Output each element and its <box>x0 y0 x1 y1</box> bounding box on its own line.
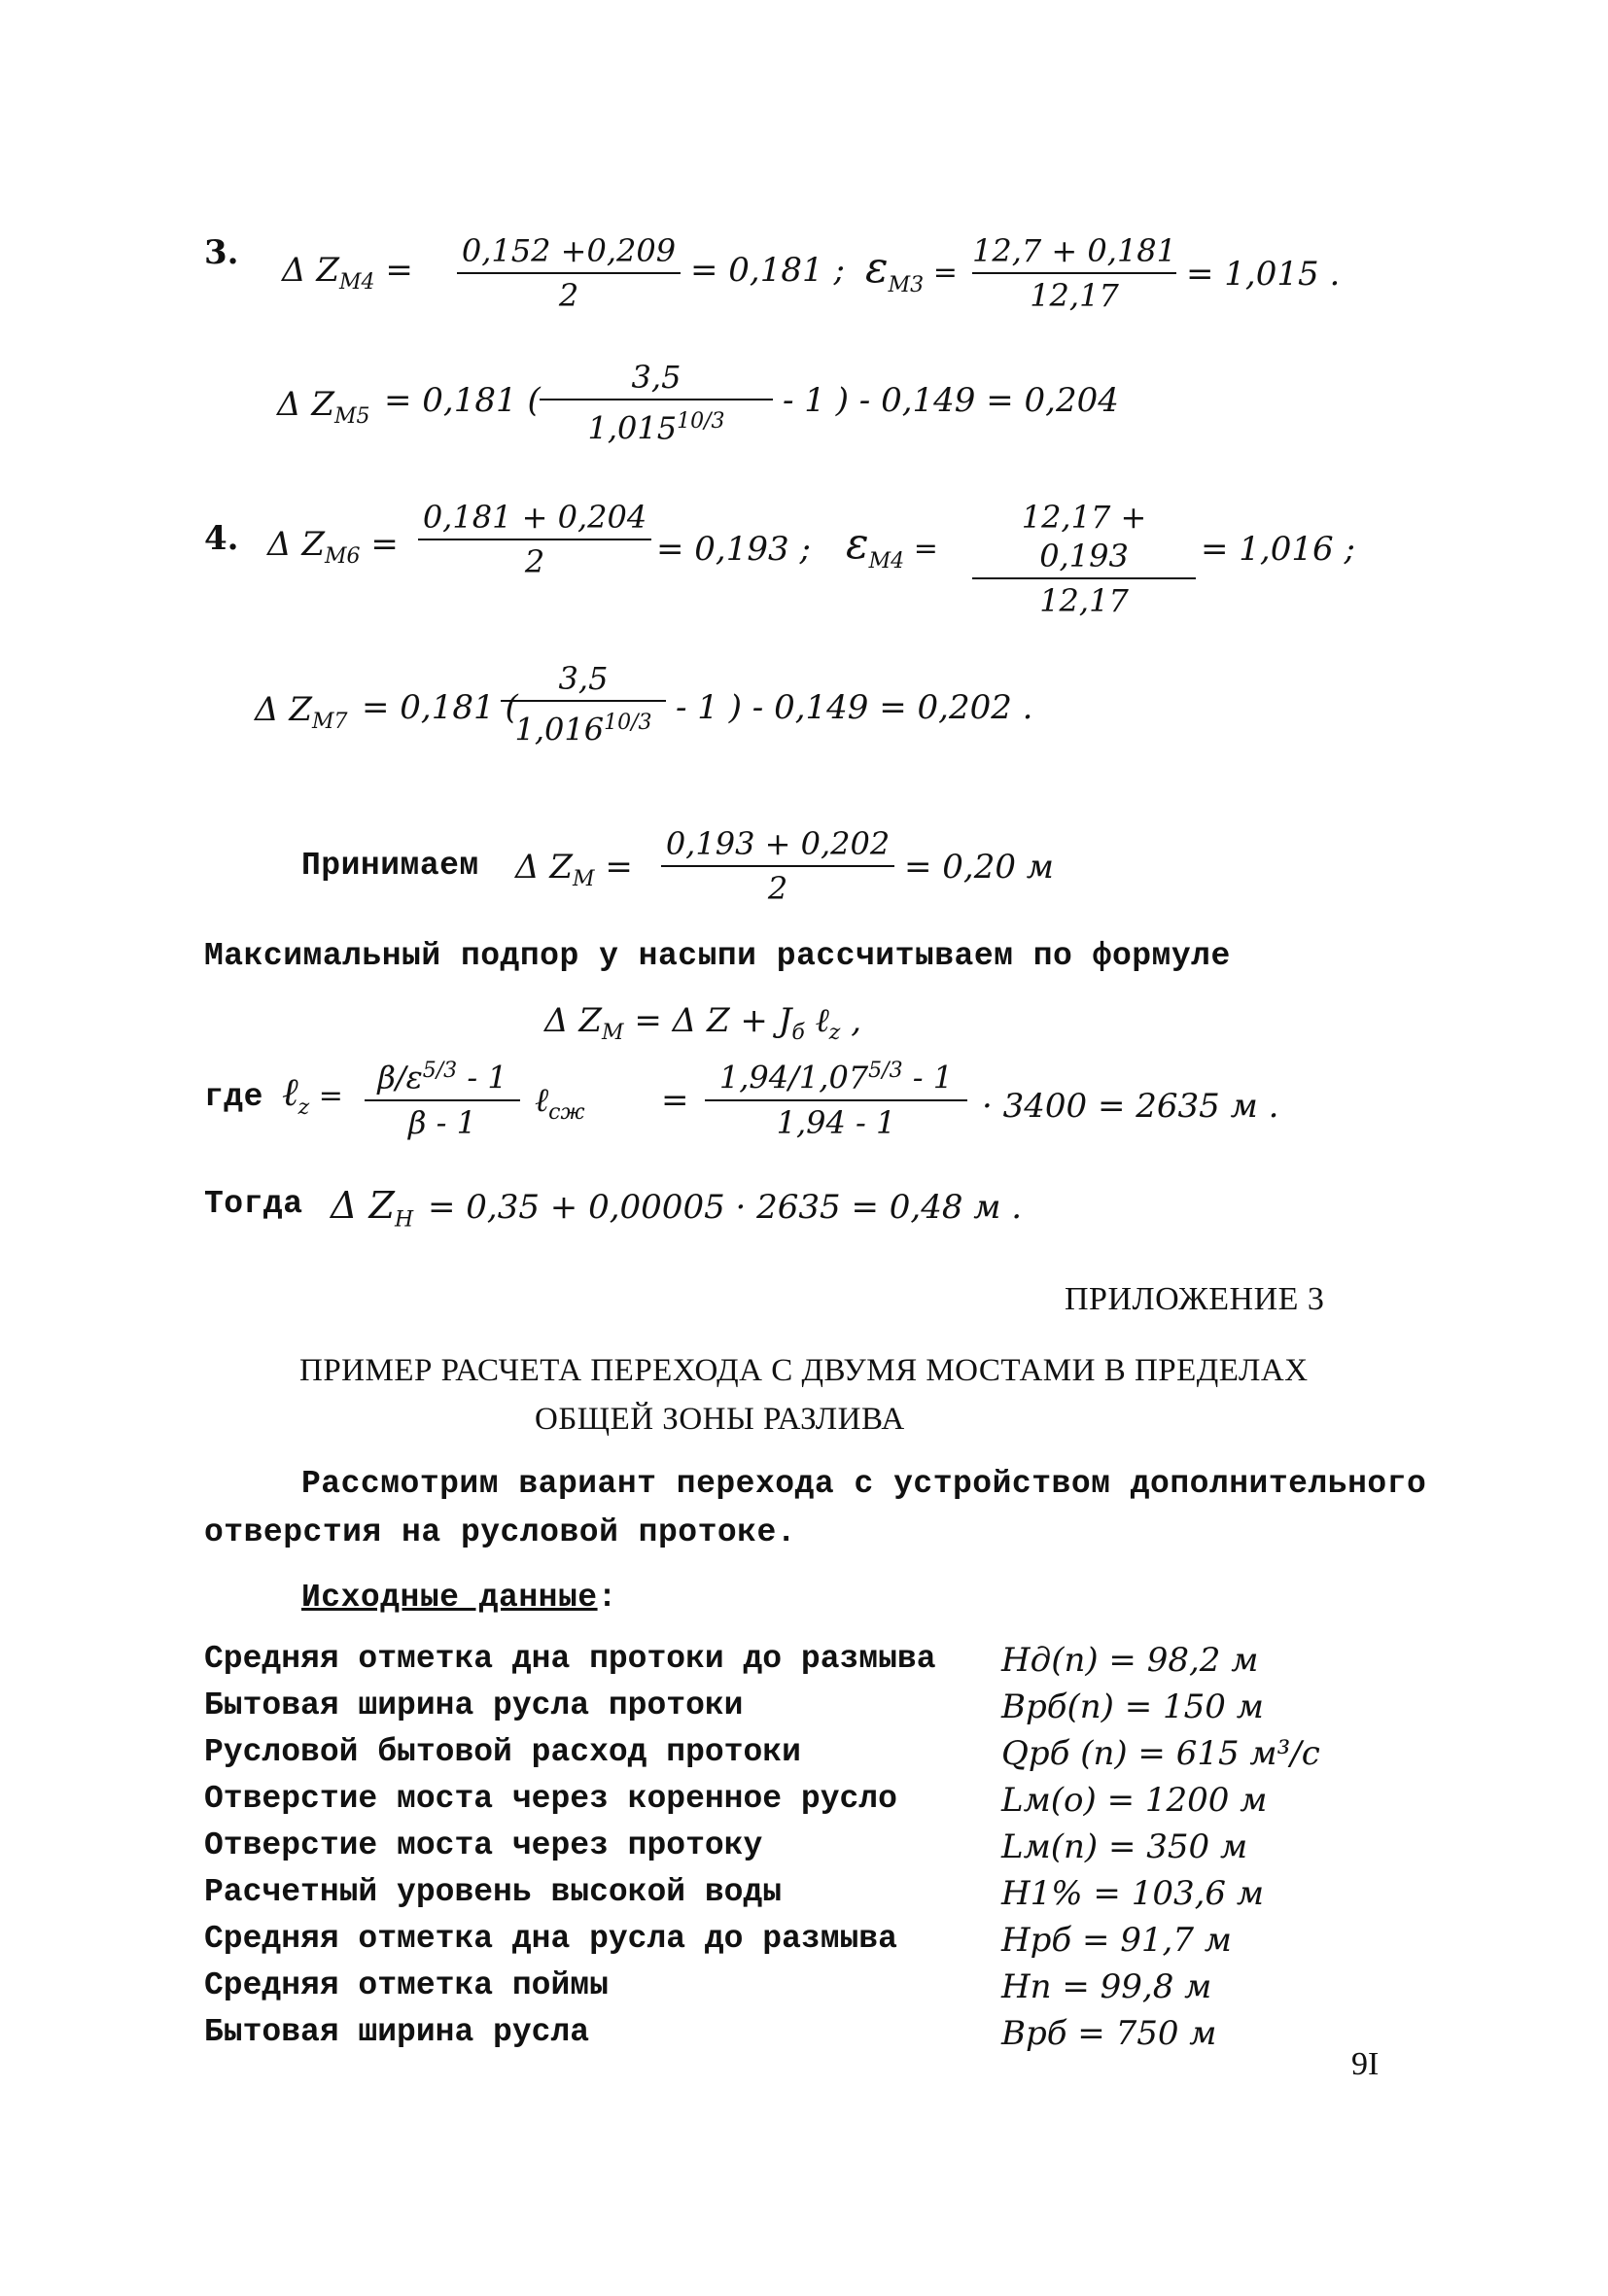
accept-lhs: Δ $Z_M$ = <box>515 848 633 891</box>
source-data-label: Бытовая ширина русла <box>204 2014 590 2050</box>
formula-3-frac2 <box>972 231 1176 315</box>
formula-3-frac2-den: 12,17 <box>1030 277 1119 314</box>
formula-3b-post: - 1 ) - 0,149 = 0,204 <box>783 381 1119 420</box>
source-data-label: Русловой бытовой расход протоки <box>204 1734 801 1770</box>
where-frac2-den: 1,94 - 1 <box>776 1103 896 1141</box>
formula-3b-frac-num: 3,5 <box>631 359 682 396</box>
formula-3-frac2-num: 12,7 + 0,181 <box>972 232 1177 269</box>
where-lhs: ℓ$_z$ = <box>282 1070 343 1120</box>
source-data-label: Расчетный уровень высокой воды <box>204 1874 783 1910</box>
source-data-label: Средняя отметка дна протоки до размыва <box>204 1641 936 1677</box>
formula-3-frac1 <box>457 231 681 315</box>
formula-4-res1: = 0,193 ; <box>656 530 811 569</box>
where-mid: ℓ$_{сж}$ <box>535 1081 585 1125</box>
formula-3b-frac <box>540 358 773 448</box>
source-data-value: Hп = 99,8 м <box>1001 1967 1212 2006</box>
formula-4b-pre: = 0,181 ( <box>362 688 518 727</box>
formula-3-res1: = 0,181 ; <box>690 251 845 290</box>
where-frac1-num: $\beta/\varepsilon^{5/3} - 1$ <box>377 1059 507 1096</box>
formula-4b-frac <box>501 659 666 749</box>
source-data-value: Bрб(п) = 150 м <box>1001 1687 1264 1726</box>
page-number: 9I <box>1351 2046 1380 2082</box>
source-data-heading: Исходные данные: <box>301 1580 617 1616</box>
formula-4b-post: - 1 ) - 0,149 = 0,202 . <box>676 688 1033 727</box>
formula-4b-lhs: Δ $Z_{M7}$ <box>255 690 348 734</box>
formula-3-frac1-den: 2 <box>558 277 579 314</box>
source-data-value: Qрб (п) = 615 м³/с <box>1001 1734 1320 1773</box>
where-frac1-den: β - 1 <box>407 1103 476 1141</box>
where-eq: = <box>661 1081 689 1120</box>
formula-4-number: 4. <box>204 519 239 558</box>
source-data-value: H1% = 103,6 м <box>1001 1874 1265 1913</box>
source-data-value: Lм(о) = 1200 м <box>1001 1781 1268 1820</box>
formula-3b-pre: = 0,181 ( <box>384 381 541 420</box>
formula-4-frac1-num: 0,181 + 0,204 <box>422 499 647 536</box>
formula-4-res2: = 1,016 ; <box>1201 530 1355 569</box>
then-label: Тогда <box>204 1186 303 1222</box>
accept-frac-num: 0,193 + 0,202 <box>665 825 891 862</box>
where-frac2-num: $1,94/1,07^{5/3} - 1$ <box>718 1059 954 1096</box>
formula-4-frac2-num: 12,17 + 0,193 <box>1021 499 1147 574</box>
max-backwater-text: Максимальный подпор у насыпи рассчитываем по формуле <box>204 938 1231 974</box>
formula-4-frac1 <box>418 498 651 581</box>
accept-res: = 0,20 м <box>904 848 1054 887</box>
source-data-value: Bрб = 750 м <box>1001 2014 1217 2053</box>
formula-4-frac2 <box>972 498 1196 620</box>
source-data-value: Hрб = 91,7 м <box>1001 1921 1232 1960</box>
appendix-intro-line2: отверстия на русловой протоке. <box>204 1514 797 1550</box>
source-data-value: Lм(п) = 350 м <box>1001 1827 1248 1866</box>
where-res: · 3400 = 2635 м . <box>982 1087 1279 1126</box>
where-label: где <box>204 1079 263 1115</box>
main-formula: Δ $Z_M = \Delta$ $Z + J_б$ ℓ$_z$ , <box>544 1001 861 1045</box>
formula-3-frac1-num: 0,152 +0,209 <box>461 232 677 269</box>
formula-3b-lhs: Δ $Z_{M5}$ <box>277 385 370 429</box>
source-data-label: Средняя отметка дна русла до размыва <box>204 1921 897 1957</box>
formula-3-res2: = 1,015 . <box>1186 255 1341 294</box>
source-data-value: Hд(п) = 98,2 м <box>1001 1641 1259 1680</box>
formula-4b-frac-num: 3,5 <box>558 660 609 697</box>
formula-4-frac1-den: 2 <box>524 543 545 580</box>
appendix-label: ПРИЛОЖЕНИЕ 3 <box>1065 1281 1325 1317</box>
formula-3-lhs1: Δ $Z_{M4}$ = <box>282 251 413 295</box>
where-frac1 <box>365 1052 520 1142</box>
source-data-label: Отверстие моста через протоку <box>204 1827 763 1863</box>
formula-3-lhs2: $\varepsilon_{M3}$ = <box>865 243 958 297</box>
appendix-intro-line1: Рассмотрим вариант перехода с устройством дополнительного <box>301 1466 1427 1502</box>
accept-label: Принимаем <box>301 848 479 884</box>
formula-3b-frac-den: $1,015^{10/3}$ <box>587 409 725 447</box>
accept-frac-den: 2 <box>767 870 788 907</box>
appendix-title-line1: ПРИМЕР РАСЧЕТА ПЕРЕХОДА С ДВУМЯ МОСТАМИ В ПРЕДЕЛАХ <box>299 1353 1309 1388</box>
formula-4-lhs1: Δ $Z_{M6}$ = <box>267 525 399 569</box>
source-data-label: Отверстие моста через коренное русло <box>204 1781 897 1817</box>
formula-4-lhs2: $\varepsilon_{M4}$ = <box>846 519 938 574</box>
formula-4b-frac-den: $1,016^{10/3}$ <box>514 711 652 748</box>
formula-4-frac2-den: 12,17 <box>1039 582 1129 619</box>
source-data-label: Бытовая ширина русла протоки <box>204 1687 744 1723</box>
where-frac2 <box>705 1052 967 1142</box>
then-rest: = 0,35 + 0,00005 · 2635 = 0,48 м . <box>428 1188 1023 1227</box>
accept-frac <box>661 824 894 908</box>
then-lhs: Δ $Z_H$ <box>331 1184 414 1233</box>
formula-3-number: 3. <box>204 233 239 272</box>
appendix-title-line2: ОБЩЕЙ ЗОНЫ РАЗЛИВА <box>535 1402 905 1437</box>
source-data-label: Средняя отметка поймы <box>204 1967 609 2003</box>
